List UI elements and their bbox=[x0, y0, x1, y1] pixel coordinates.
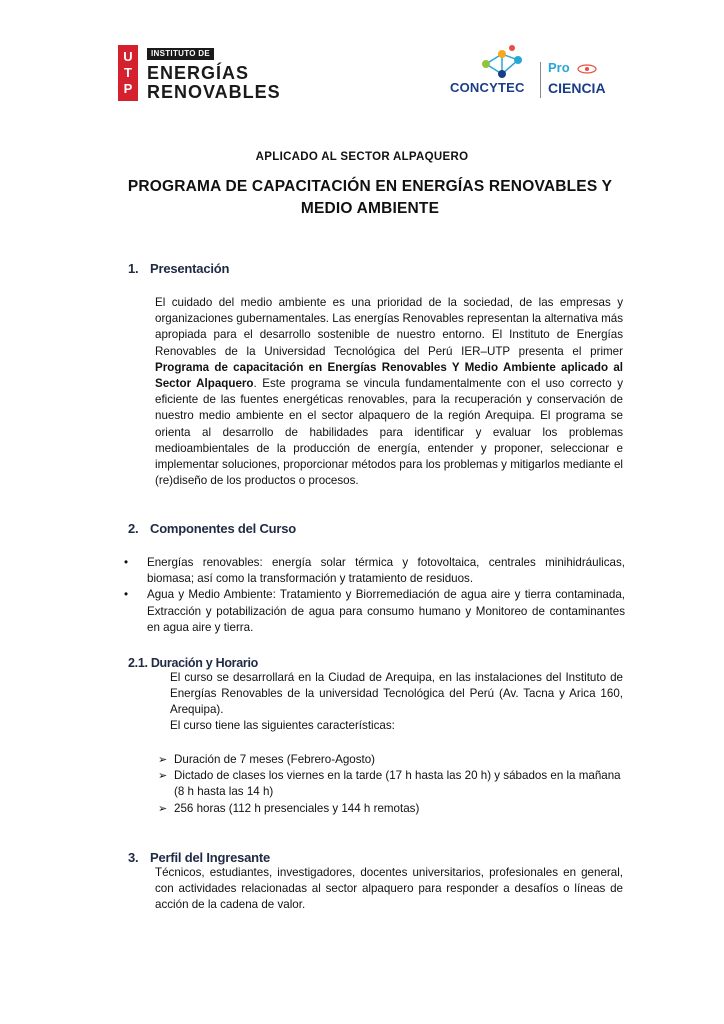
document-title: PROGRAMA DE CAPACITACIÓN EN ENERGÍAS RENOVABLES Y MEDIO AMBIENTE bbox=[127, 178, 613, 217]
concytec-network-icon bbox=[472, 44, 532, 80]
section-3-heading bbox=[128, 850, 270, 865]
caracteristicas-list bbox=[158, 752, 624, 817]
section-3-number: 3. bbox=[128, 850, 139, 865]
logo-divider bbox=[540, 62, 541, 98]
section-2-number: 2. bbox=[128, 521, 139, 536]
renovables-label: RENOVABLES bbox=[147, 82, 281, 102]
componentes-list bbox=[120, 555, 625, 636]
utp-letter-p: P bbox=[123, 81, 133, 96]
componente-text: Agua y Medio Ambiente: Tratamiento y Biorremediación de agua aire y tierra contaminada, Extracción y potabilización de agua para consumo humano y Monitoreo de contaminantes en agua aire y tierra. bbox=[147, 588, 625, 634]
concytec-logo bbox=[450, 44, 538, 100]
bullet-icon: • bbox=[124, 588, 129, 602]
list-item bbox=[120, 555, 625, 587]
caracteristica-text: Dictado de clases los viernes en la tarde (17 h hasta las 20 h) y sábados en la mañana (8 h hasta las 14 h) bbox=[174, 769, 621, 799]
concytec-wordmark: CONCYTEC bbox=[450, 80, 525, 95]
section-1-number: 1. bbox=[128, 261, 139, 276]
perfil-paragraph: Técnicos, estudiantes, investigadores, docentes universitarios, profesionales en general, con actividades relacionadas al sector alpaquero para responder a desafíos o líneas de acción de la cadena de valor. bbox=[155, 866, 623, 912]
utp-red-bar bbox=[118, 45, 138, 101]
ciencia-wordmark: CIENCIA bbox=[548, 80, 606, 96]
section-1-title: Presentación bbox=[150, 261, 230, 276]
utp-ier-logo bbox=[118, 45, 288, 101]
duracion-paragraph: El curso se desarrollará en la Ciudad de Arequipa, en las instalaciones del Instituto de Energías Renovables de la universidad Tecnológica del Perú (Av. Tacna y Arica 160, Arequipa). bbox=[170, 671, 623, 717]
utp-letter-u: U bbox=[123, 49, 133, 64]
presentacion-paragraph bbox=[155, 295, 623, 489]
section-3-title: Perfil del Ingresante bbox=[150, 850, 271, 865]
section-2-1-heading: 2.1. Duración y Horario bbox=[128, 656, 258, 670]
arrow-bullet-icon: ➢ bbox=[158, 802, 168, 815]
program-name-bold: Programa de capacitación en Energías Renovables Y Medio Ambiente aplicado al Sector Alpaquero bbox=[155, 360, 623, 391]
pro-wordmark: Pro bbox=[548, 60, 570, 75]
list-item bbox=[158, 801, 624, 817]
section-2-title: Componentes del Curso bbox=[150, 521, 297, 536]
section-1-heading bbox=[128, 261, 229, 276]
caracteristica-text: Duración de 7 meses (Febrero-Agosto) bbox=[174, 753, 376, 766]
arrow-bullet-icon: ➢ bbox=[158, 754, 168, 766]
duracion-intro: El curso tiene las siguientes características: bbox=[170, 719, 395, 732]
bullet-icon: • bbox=[124, 556, 129, 569]
section-2-heading bbox=[128, 521, 296, 536]
componente-text: Energías renovables: energía solar térmica y fotovoltaica, centrales minihidráulicas, biomasa; así como la transformación y tratamiento de residuos. bbox=[147, 556, 625, 586]
presentacion-text-1: El cuidado del medio ambiente es una prioridad de la sociedad, de las empresas y organizaciones gubernamentales. Las energías Renovables representan la alternativa más apropiada para el desarrollo sostenible de nuestro entorno. El Instituto de Energías Renovables de la Universidad Tecnológica del Perú IER–UTP presenta el primer bbox=[155, 296, 623, 358]
caracteristica-text: 256 horas (112 h presenciales y 144 h remotas) bbox=[174, 801, 420, 815]
energias-label: ENERGÍAS bbox=[147, 63, 250, 83]
utp-letter-t: T bbox=[124, 65, 132, 80]
list-item bbox=[120, 587, 625, 636]
list-item bbox=[158, 768, 624, 800]
document-subtitle: APLICADO AL SECTOR ALPAQUERO bbox=[255, 151, 469, 163]
presentacion-text-2: . Este programa se vincula fundamentalmente con el uso correcto y eficiente de las fuentes energéticas renovables, para la recuperación y conservación de nuestro medio ambiente en el sector alpaquero de la región Arequipa. El programa se orienta al desarrollo de habilidades para identificar y evaluar los problemas medioambientales de la producción de energía, entender y proponer, seleccionar e implementar soluciones, proporcionar métodos para los problemas y mitigarlos mediante el (re)diseño de los productos o procesos. bbox=[155, 377, 623, 488]
prociencia-atom-icon bbox=[576, 62, 598, 76]
prociencia-logo bbox=[548, 60, 628, 100]
arrow-bullet-icon: ➢ bbox=[158, 770, 168, 783]
instituto-label: INSTITUTO DE bbox=[147, 48, 214, 60]
list-item bbox=[158, 752, 624, 768]
